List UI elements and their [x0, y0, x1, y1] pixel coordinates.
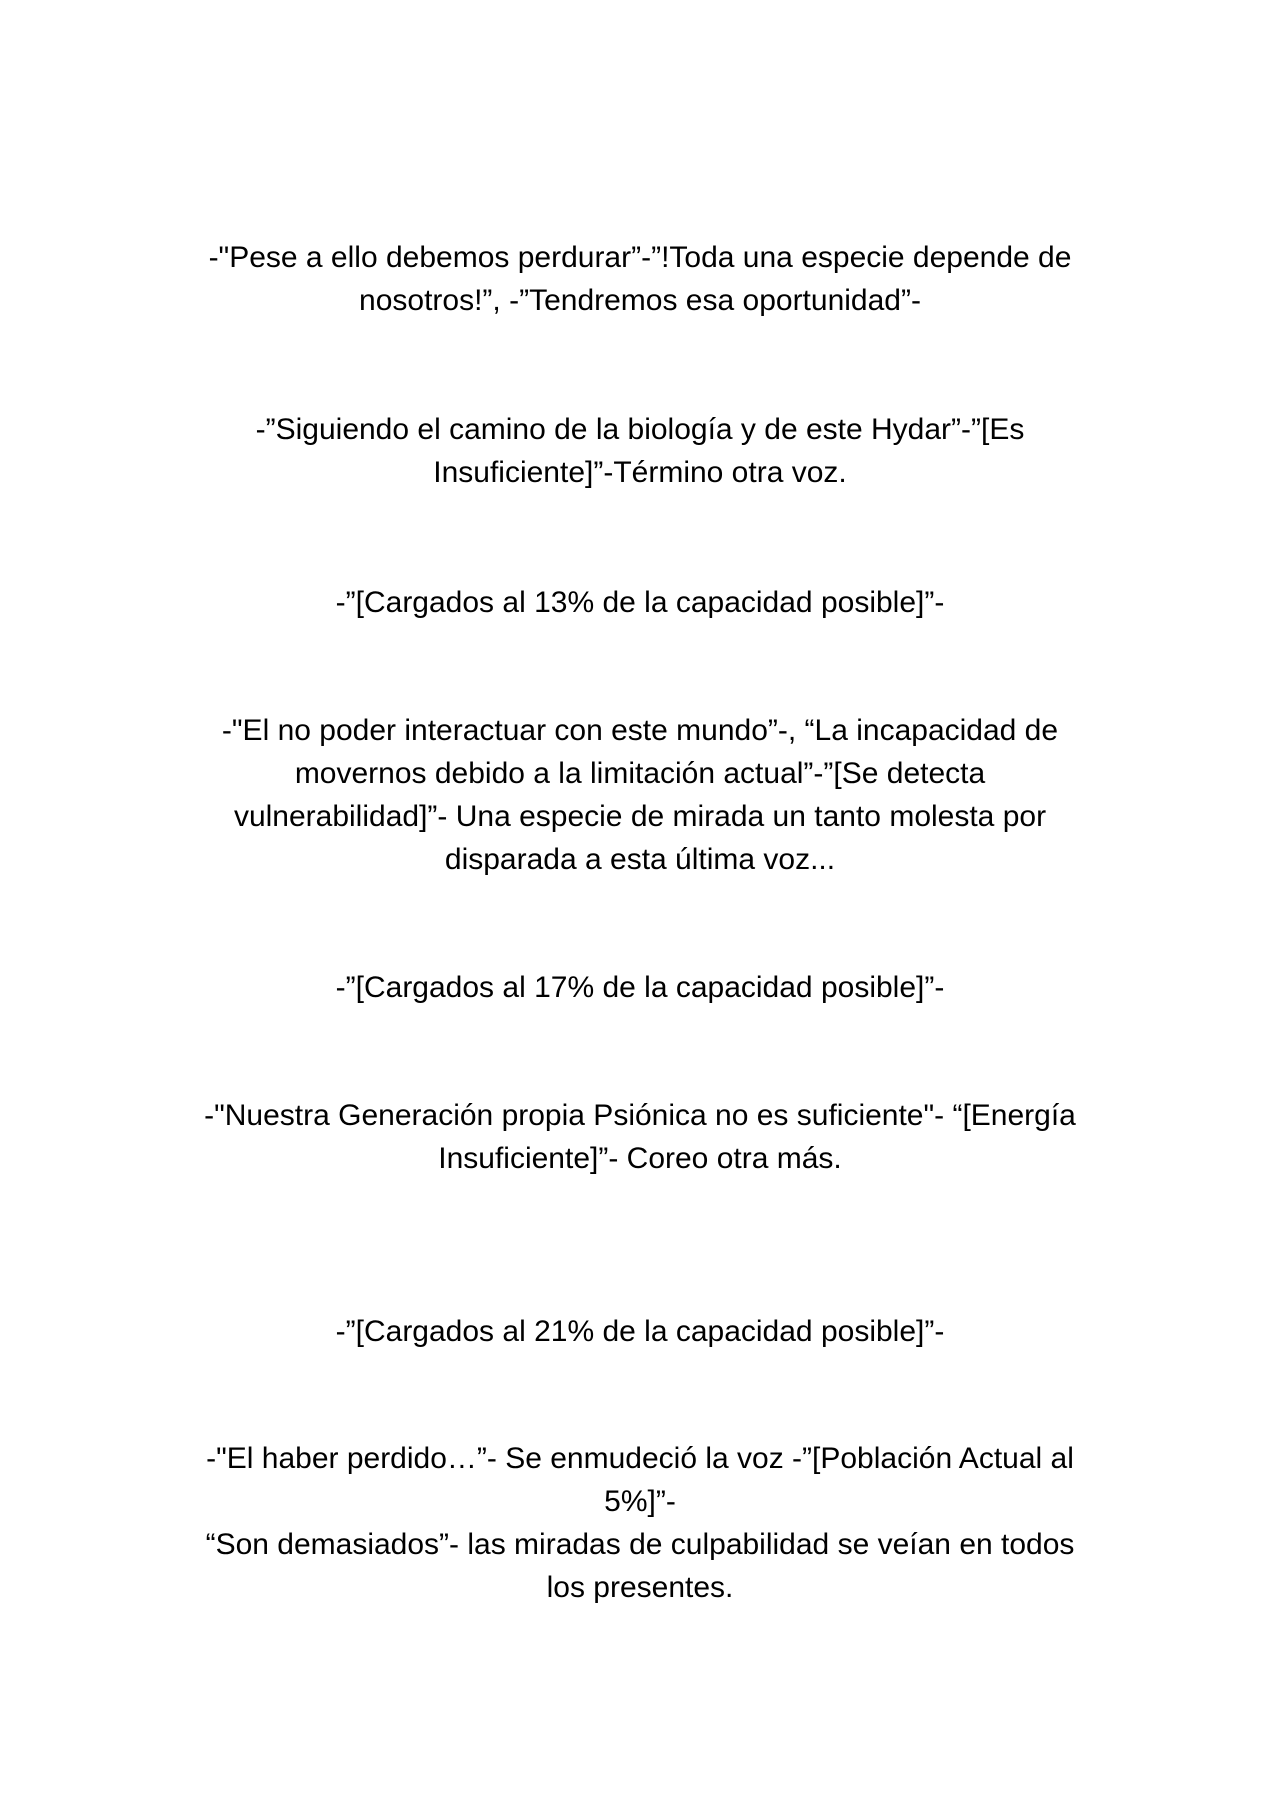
paragraph	[165, 236, 1115, 322]
text-line: vulnerabilidad]”- Una especie de mirada un tanto molesta por	[233, 800, 1047, 833]
paragraph	[165, 1437, 1115, 1609]
text-line: -"El no poder interactuar con este mundo”-, “La incapacidad de	[221, 714, 1059, 747]
paragraph	[165, 1310, 1115, 1353]
text-line: movernos debido a la limitación actual”-”[Se detecta	[294, 757, 986, 790]
paragraph	[165, 966, 1115, 1009]
text-line: nosotros!”, -”Tendremos esa oportunidad”-	[359, 284, 921, 317]
text-line: “Son demasiados”- las miradas de culpabilidad se veían en todos	[205, 1528, 1075, 1561]
text-line: disparada a esta última voz...	[444, 843, 836, 876]
paragraph	[165, 408, 1115, 494]
text-line: -”[Cargados al 21% de la capacidad posible]”-	[335, 1315, 945, 1348]
text-line: -”[Cargados al 17% de la capacidad posible]”-	[335, 971, 945, 1004]
paragraph	[165, 581, 1115, 624]
text-line: 5%]”-	[604, 1485, 676, 1518]
paragraph	[165, 1094, 1115, 1180]
text-line: -"El haber perdido…”- Se enmudeció la voz -”[Población Actual al	[206, 1442, 1074, 1475]
text-line: -”Siguiendo el camino de la biología y de este Hydar”-”[Es	[255, 413, 1025, 446]
text-line: -"Pese a ello debemos perdurar”-”!Toda una especie depende de	[208, 241, 1072, 274]
text-line: -"Nuestra Generación propia Psiónica no es suficiente"- “[Energía	[204, 1099, 1076, 1132]
text-line: los presentes.	[546, 1571, 734, 1604]
text-line: Insuficiente]”-Término otra voz.	[433, 456, 847, 489]
paragraph	[165, 709, 1115, 881]
text-line: Insuficiente]”- Coreo otra más.	[438, 1142, 842, 1175]
text-line: -”[Cargados al 13% de la capacidad posible]”-	[335, 586, 945, 619]
